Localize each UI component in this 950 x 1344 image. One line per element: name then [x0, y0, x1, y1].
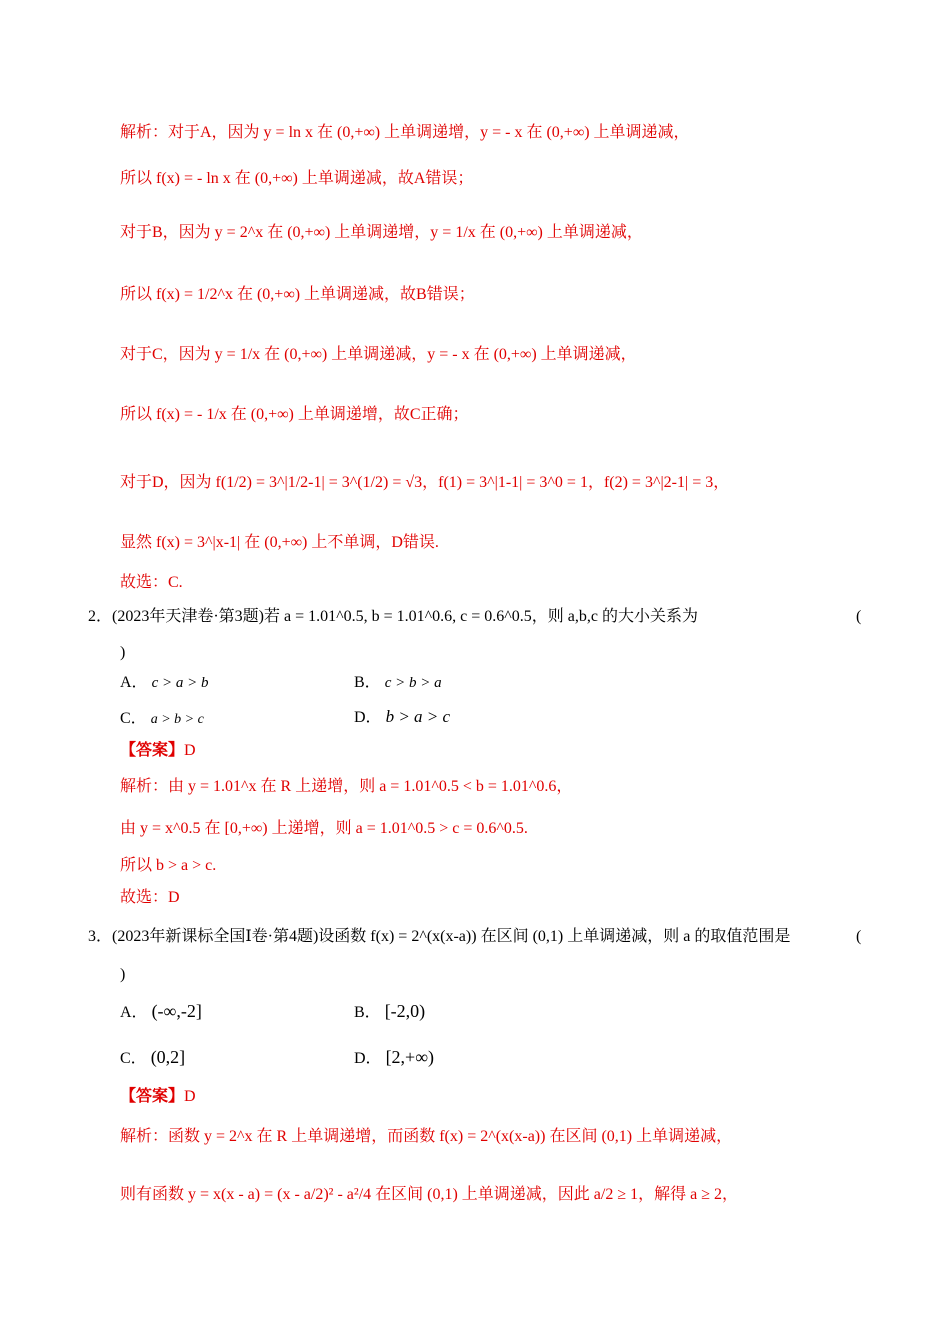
q2-answer — [120, 740, 196, 762]
q2-answer-tag: 【答案】 — [120, 742, 185, 759]
q2-solution-3 — [120, 855, 216, 877]
q2-solution-text-1: 解析：由 y = 1.01^x 在 R 上递增，则 a = 1.01^0.5 < b = 1.01^0.6， — [120, 778, 573, 795]
sol1-line-7 — [120, 472, 729, 494]
q2-solution-1 — [120, 776, 572, 798]
q3-solution-text-1: 解析：函数 y = 2^x 在 R 上单调递增，而函数 f(x) = 2^(x(x-a)) 在区间 (0,1) 上单调递减， — [120, 1128, 733, 1145]
q3-option-b-text: [-2,0) — [384, 1001, 426, 1021]
q2-paren-close: ) — [120, 644, 126, 661]
q2-solution-text-4: 故选：D — [120, 889, 180, 906]
q3-option-c-label: C． — [120, 1050, 147, 1067]
q2-option-a-text: c > a > b — [151, 675, 209, 691]
q3-paren-open: ( — [856, 928, 862, 945]
q3-option-c-text: (0,2] — [150, 1047, 186, 1067]
sol1-text-6: 所以 f(x) = - 1/x 在 (0,+∞) 上单调递增，故C正确； — [120, 406, 469, 423]
q3-option-a-label: A． — [120, 1004, 148, 1021]
q3-solution-2 — [120, 1184, 738, 1206]
sol1-line-9 — [120, 572, 183, 594]
sol1-line-6 — [120, 404, 469, 426]
q2-solution-text-3: 所以 b > a > c. — [120, 857, 217, 874]
q3-option-a — [120, 1000, 202, 1024]
q2-solution-4 — [120, 887, 180, 909]
sol1-line-1 — [120, 122, 690, 144]
q3-answer — [120, 1086, 196, 1108]
q3-option-d — [354, 1046, 434, 1070]
q2-option-c-text: a > b > c — [150, 712, 204, 727]
q2-option-a-label: A． — [120, 674, 148, 691]
sol1-line-2 — [120, 168, 473, 190]
q3-stem — [88, 926, 790, 948]
q3-answer-tag: 【答案】 — [120, 1088, 185, 1105]
q2-option-d-label: D． — [354, 709, 382, 726]
q2-option-b-label: B． — [354, 674, 381, 691]
q2-stem — [88, 606, 698, 628]
q3-option-a-text: (-∞,-2] — [151, 1001, 202, 1021]
q3-option-b — [354, 1000, 425, 1024]
q2-option-d — [354, 706, 450, 729]
sol1-text-1: 解析：对于A，因为 y = ln x 在 (0,+∞) 上单调递增，y = - x 在 (0,+∞) 上单调递减， — [120, 124, 690, 141]
sol1-text-7: 对于D，因为 f(1/2) = 3^|1/2-1| = 3^(1/2) = √3，f(1) = 3^|1-1| = 3^0 = 1，f(2) = 3^|2-1| = 3， — [120, 474, 730, 491]
sol1-line-4 — [120, 284, 475, 306]
sol1-line-3 — [120, 222, 643, 244]
sol1-text-4: 所以 f(x) = 1/2^x 在 (0,+∞) 上单调递减，故B错误； — [120, 286, 475, 303]
sol1-line-8 — [120, 532, 439, 554]
q2-option-c-label: C． — [120, 710, 147, 727]
sol1-text-5: 对于C，因为 y = 1/x 在 (0,+∞) 上单调递减，y = - x 在 (0,+∞) 上单调递减， — [120, 346, 637, 363]
q3-solution-1 — [120, 1126, 732, 1148]
q2-paren-open: ( — [856, 608, 862, 625]
sol1-text-3: 对于B，因为 y = 2^x 在 (0,+∞) 上单调递增，y = 1/x 在 (0,+∞) 上单调递减， — [120, 224, 643, 241]
q2-option-d-text: b > a > c — [385, 707, 451, 726]
sol1-text-8: 显然 f(x) = 3^|x-1| 在 (0,+∞) 上不单调，D错误. — [120, 534, 439, 551]
q2-answer-value: D — [184, 742, 196, 759]
sol1-text-9: 故选：C. — [120, 574, 183, 591]
q3-solution-text-2: 则有函数 y = x(x - a) = (x - a/2)² - a²/4 在区间 (0,1) 上单调递减，因此 a/2 ≥ 1，解得 a ≥ 2， — [120, 1186, 739, 1203]
q3-option-b-label: B． — [354, 1004, 381, 1021]
q2-stem-text: 2．(2023年天津卷·第3题)若 a = 1.01^0.5, b = 1.01^0.6, c = 0.6^0.5，则 a,b,c 的大小关系为 — [88, 608, 698, 625]
q2-solution-text-2: 由 y = x^0.5 在 [0,+∞) 上递增，则 a = 1.01^0.5 > c = 0.6^0.5. — [120, 820, 528, 837]
q2-option-b — [354, 672, 442, 694]
q2-option-b-text: c > b > a — [384, 675, 442, 691]
q3-stem-text: 3．(2023年新课标全国Ⅰ卷·第4题)设函数 f(x) = 2^(x(x-a)) 在区间 (0,1) 上单调递减，则 a 的取值范围是 — [88, 928, 791, 945]
q3-paren-close: ) — [120, 966, 126, 983]
q3-option-d-text: [2,+∞) — [385, 1047, 435, 1067]
q2-option-c — [120, 708, 204, 731]
q3-option-d-label: D． — [354, 1050, 382, 1067]
sol1-line-5 — [120, 344, 637, 366]
q3-answer-value: D — [184, 1088, 196, 1105]
q2-solution-2 — [120, 818, 528, 840]
q3-option-c — [120, 1046, 185, 1070]
q2-option-a — [120, 672, 208, 694]
sol1-text-2: 所以 f(x) = - ln x 在 (0,+∞) 上单调递减，故A错误； — [120, 170, 474, 187]
